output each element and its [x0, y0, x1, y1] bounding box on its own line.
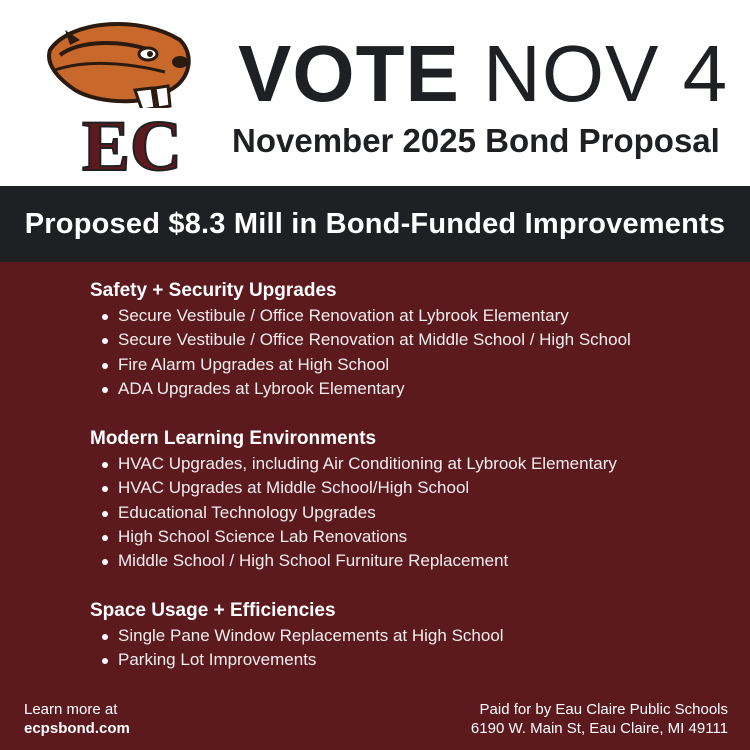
section-safety [90, 278, 730, 401]
list-item: Secure Vestibule / Office Renovation at Lybrook Elementary [118, 304, 730, 328]
beaver-mascot-logo [30, 10, 200, 180]
headline-title: Proposed $8.3 Mill in Bond-Funded Improvements [24, 207, 726, 240]
section-learning [90, 426, 730, 573]
paid-for-line: Paid for by Eau Claire Public Schools [479, 701, 728, 718]
list-item: Educational Technology Upgrades [118, 501, 730, 525]
address-line: 6190 W. Main St, Eau Claire, MI 49111 [470, 720, 728, 737]
logo-letters: EC [82, 106, 183, 180]
section-space [90, 598, 730, 673]
vote-word: VOTE [238, 29, 460, 118]
section-heading: Modern Learning Environments [90, 428, 377, 449]
list-item: High School Science Lab Renovations [118, 525, 730, 549]
learn-more [24, 700, 130, 738]
list-item: Secure Vestibule / Office Renovation at Middle School / High School [118, 328, 730, 352]
list-item: Parking Lot Improvements [118, 648, 730, 672]
headline-band [0, 186, 750, 262]
list-item: Fire Alarm Upgrades at High School [118, 353, 730, 377]
website-link[interactable]: ecpsbond.com [24, 720, 130, 737]
list-item: HVAC Upgrades at Middle School/High School [118, 476, 730, 500]
item-list [90, 624, 730, 673]
vote-date: NOV 4 [483, 29, 729, 118]
paid-for-disclaimer [471, 700, 728, 738]
main-panel [0, 262, 750, 750]
item-list [90, 452, 730, 573]
list-item: HVAC Upgrades, including Air Conditioning at Lybrook Elementary [118, 452, 730, 476]
header [0, 0, 750, 186]
section-heading: Space Usage + Efficiencies [90, 600, 336, 621]
item-list [90, 304, 730, 401]
section-heading: Safety + Security Upgrades [90, 280, 337, 301]
list-item: ADA Upgrades at Lybrook Elementary [118, 377, 730, 401]
list-item: Single Pane Window Replacements at High School [118, 624, 730, 648]
page-subtitle: November 2025 Bond Proposal [232, 122, 720, 159]
list-item: Middle School / High School Furniture Replacement [118, 549, 730, 573]
vote-date-heading [238, 28, 738, 120]
learn-more-label: Learn more at [24, 701, 118, 718]
